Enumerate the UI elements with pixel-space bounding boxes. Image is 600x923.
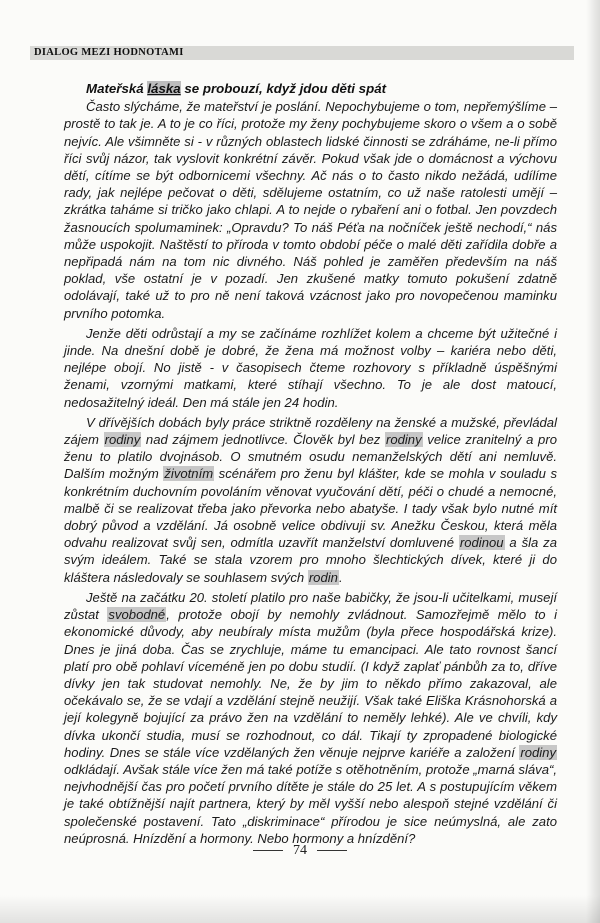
footer-dash-left bbox=[253, 850, 283, 851]
paragraph-3-text-d: scénářem pro ženu byl klášter, kde se mohla v souladu s konkrétním duchovním povoláním věnovat vyučování dětí, péči o chudé a nemocné, malbě či se realizovat třeba jako převorka nebo abatyše. I tady však bylo nutné mít dobrý původ a vzdělání. Já osobně velice obdivuji sv. Anežku Českou, která měla odvahu realizovat svůj sen, odmítla uzavřít manželství domluvené bbox=[64, 466, 557, 551]
paragraph-4-text-b: , protože obojí by nemohly zvládnout. Samozřejmě mělo to i ekonomické důvody, aby neubíraly místa mužům (byla přece hospodářská krize). Dnes je jiná doba. Čas se zrychluje, máme tu emancipaci. Ale tato rovnost šancí platí pro obě pohlaví víceméně jen po dobu studií. (I když zaplať pánbůh za to, dříve dívky jen tak studovat nemohly. Ne, že by jim to někdo přímo zakazoval, ale očekávalo se, že se vdají a vzdělání stejně neužijí. Však také Eliška Krásnohorská a její kolegyně bojující za právo žen na vzdělání to neměly lehké). Ale ve chvíli, kdy dívka ukončí studia, musí se rozhodnout, co dál. Tikají ty zpropadené biologické hodiny. Dnes se stále více vzdělaných žen věnuje nejprve kariéře a založení bbox=[64, 607, 557, 760]
highlighted-word-rodiny-3: rodiny bbox=[520, 744, 556, 760]
paragraph-3-text-f: . bbox=[338, 569, 343, 585]
paragraph-3-text-c: velice zranitelný a pro ženu to platilo dvojnásob. O smutném osudu nemanželských dětí ani nemluvě. Dalším možným bbox=[64, 432, 557, 482]
highlighted-word-rodiny-1: rodiny bbox=[104, 432, 141, 448]
article-title bbox=[86, 80, 557, 97]
footer-dash-right bbox=[317, 850, 347, 851]
page-footer bbox=[0, 843, 600, 859]
running-header: DIALOG MEZI HODNOTAMI bbox=[30, 46, 574, 60]
paragraph-4-text-a: Ještě na začátku 20. století platilo pro naše babičky, že jsou-li učitelkami, musejí zůstat bbox=[64, 589, 557, 623]
paragraph-2: Jenže děti odrůstají a my se začínáme rozhlížet kolem a chceme být užitečné i jinde. Na dnešní době je dobré, že žena má možnost volby – kariéra nebo děti, nejlépe obojí. No jistě - v časopisech čteme rozhovory s příkladně úspěšnými ženami, vzornými matkami, které stíhají všechno. To je ale dost matoucí, nedosažitelný ideál. Den má stále jen 24 hodin. bbox=[64, 325, 557, 410]
highlighted-word-rodiny-2: rodiny bbox=[385, 432, 422, 448]
page-number: 74 bbox=[293, 843, 307, 858]
highlighted-word-laska: láska bbox=[147, 81, 181, 96]
paragraph-3-text-b: nad zájmem jednotlivce. Člověk byl bez bbox=[141, 432, 385, 448]
highlighted-word-svobodne: svobodné bbox=[108, 607, 166, 623]
paragraph-4-text-c: odkládají. Avšak stále více žen má také potíže s otěhotněním, protože „marná sláva“, nejvhodnější čas pro početí prvního dítěte je stále do 25 let. A s postupujícím věkem je také obtížnější najít partnera, který by měl vyšší nebo alespoň stejné vzdělání či společenské postavení. Tato „diskriminace“ přírodou je sice neúmyslná, ale zato neúprosná. Hnízdění a hormony. Nebo hormony a hnízdění? bbox=[64, 761, 557, 846]
highlighted-word-rodinou: rodinou bbox=[459, 535, 504, 551]
highlighted-word-rodin: rodin bbox=[308, 569, 338, 585]
highlighted-word-zivotnim: životním bbox=[164, 466, 214, 482]
paragraph-4 bbox=[64, 589, 557, 847]
paragraph-3-text-e: a šla za svým ideálem. Také se stala vzorem pro mnoho šlechtických dívek, které ji do kláštera následovaly se souhlasem svých bbox=[64, 535, 558, 585]
page-edge-shadow bbox=[586, 0, 600, 923]
article-body bbox=[64, 80, 557, 850]
paragraph-1: Často slýcháme, že mateřství je poslání. Nepochybujeme o tom, nepřemýšlíme – prostě to tak je. A to je co říci, protože my ženy pochybujeme skoro o všem a o sobě nejvíc. Ale všimněte si - v různých oblastech lidské činnosti se zdráháme, ne-li přímo říci svůj názor, tak vyslovit konkrétní závěr. Pokud však jde o domácnost a výchovu dětí, cítíme se být odbornicemi všechny. Ač nás o to často nikdo nežádá, udílíme rady, jak nejlépe pečovat o děti, sdělujeme ostatním, co už naše ratolesti umějí – zkrátka taháme si tričko jako chlapi. A to nejde o rybaření ani o fotbal. Jen povzdech žasnoucích spolumaminek: „Opravdu? To náš Péťa na nočníček ještě nechodí,“ nás může uspokojit. Naštěstí to příroda v tomto období péče o malé děti zařídila dobře a nepřipadá nám na tom nic divného. Náš pohled je zaměřen především na náš poklad, vše ostatní je v pozadí. Jen zkušené matky tomuto pokušení zdatně odolávají, také už to pro ně není taková vzácnost jako pro novopečenou maminku prvního potomka. bbox=[64, 99, 557, 321]
title-text-end: se probouzí, když jdou děti spát bbox=[180, 81, 387, 96]
paragraph-3 bbox=[64, 414, 557, 586]
title-text-start: Mateřská bbox=[86, 81, 148, 96]
page-bottom-shadow bbox=[0, 895, 600, 923]
paragraph-3-text-a: V dřívějších dobách byly práce striktně rozděleny na ženské a mužské, převládal zájem bbox=[64, 414, 557, 448]
